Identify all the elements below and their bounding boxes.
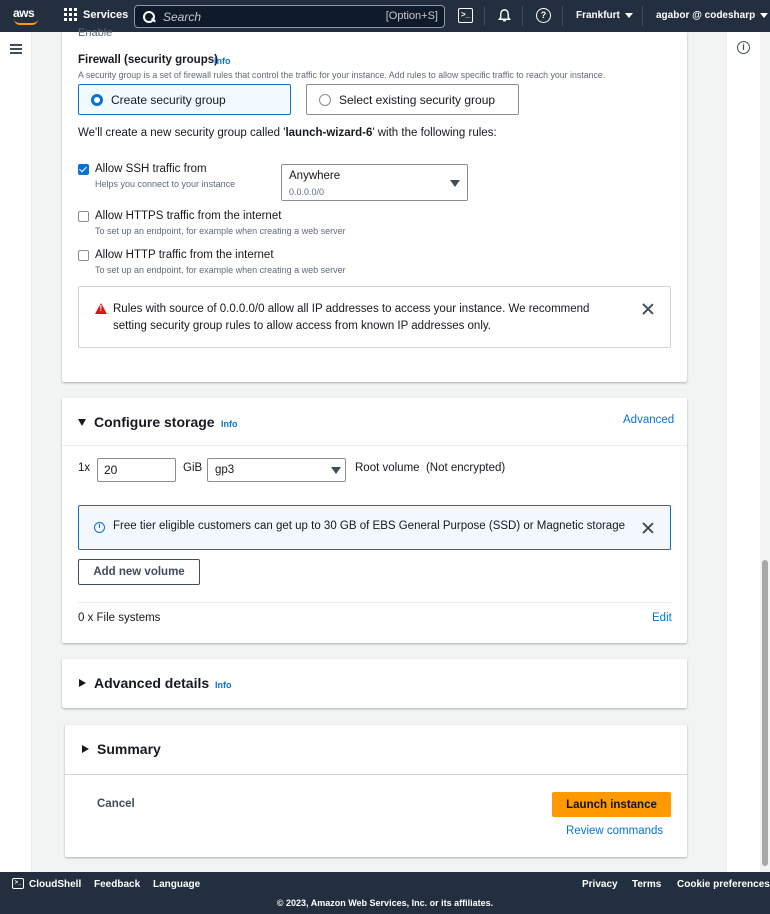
footer-language-link[interactable]: Language — [153, 879, 201, 890]
warning-icon — [95, 303, 107, 314]
scrollbar[interactable] — [760, 32, 770, 872]
edit-file-systems-link[interactable]: Edit — [652, 612, 672, 624]
http-checkbox[interactable] — [78, 250, 89, 261]
cloudshell-icon[interactable]: >_ — [458, 8, 473, 23]
add-new-volume-button[interactable]: Add new volume — [78, 559, 200, 585]
radio-selected[interactable] — [91, 94, 103, 106]
left-rail — [0, 32, 32, 872]
firewall-description: A security group is a set of firewall rules that control the traffic for your instance. Add rules to allow specific traffic to reach your instance. — [78, 70, 606, 80]
free-tier-text: Free tier eligible customers can get up to 30 GB of EBS General Purpose (SSD) or Magnetic storage — [113, 520, 625, 532]
notifications-icon[interactable] — [497, 8, 512, 23]
ssh-rule-desc: Helps you connect to your instance — [95, 179, 236, 189]
security-group-name: launch-wizard-6 — [285, 127, 373, 139]
ssh-rule-label: Allow SSH traffic from — [95, 163, 207, 175]
https-rule-label: Allow HTTPS traffic from the internet — [95, 210, 282, 222]
storage-title: Configure storage — [94, 414, 215, 430]
top-navigation — [0, 0, 770, 32]
grid-icon — [64, 8, 77, 21]
advanced-details-title[interactable]: Advanced details — [94, 675, 210, 691]
volume-description: Root volume (Not encrypted) — [355, 462, 506, 474]
summary-title[interactable]: Summary — [97, 741, 161, 757]
account-menu[interactable]: agabor @ codesharp — [656, 10, 768, 21]
review-commands-link[interactable]: Review commands — [566, 825, 664, 837]
launch-instance-button[interactable]: Launch instance — [552, 792, 671, 817]
close-icon[interactable] — [642, 522, 654, 534]
radio-unselected[interactable] — [319, 94, 331, 106]
ssh-source-select[interactable]: Anywhere 0.0.0.0/0 — [281, 164, 468, 201]
footer-terms-link[interactable]: Terms — [632, 879, 662, 890]
services-menu[interactable]: Services — [64, 8, 128, 21]
caret-down-icon — [450, 180, 460, 187]
advanced-link[interactable]: Advanced — [623, 414, 675, 426]
collapse-caret-icon[interactable] — [78, 419, 86, 426]
info-icon: i — [94, 522, 105, 533]
footer-cookie-preferences-link[interactable]: Cookie preferences — [677, 879, 770, 890]
footer-privacy-link[interactable]: Privacy — [582, 879, 618, 890]
http-rule-label: Allow HTTP traffic from the internet — [95, 249, 274, 261]
advanced-info-link[interactable]: Info — [215, 680, 232, 690]
free-tier-info-alert — [78, 505, 671, 550]
security-group-summary: We'll create a new security group called 'launch-wizard-6' with the following rules: — [78, 127, 497, 139]
volume-size-input[interactable]: 20 — [97, 458, 176, 482]
help-icon[interactable]: ? — [536, 8, 551, 23]
search-input[interactable] — [163, 10, 363, 24]
volume-size-unit: GiB — [183, 462, 203, 474]
search-shortcut: [Option+S] — [385, 10, 438, 22]
configure-storage-panel — [62, 398, 687, 643]
footer — [0, 872, 770, 914]
select-existing-group-option[interactable]: Select existing security group — [306, 84, 519, 115]
close-icon[interactable] — [642, 303, 654, 315]
prev-field-label: Enable — [78, 27, 113, 39]
search-box[interactable] — [134, 5, 445, 28]
storage-info-link[interactable]: Info — [221, 419, 238, 429]
menu-icon[interactable] — [10, 44, 22, 54]
network-settings-panel — [62, 27, 687, 382]
expand-caret-icon[interactable] — [82, 745, 89, 753]
file-systems-count: 0 x File systems — [78, 612, 161, 624]
https-checkbox[interactable] — [78, 211, 89, 222]
http-rule-desc: To set up an endpoint, for example when creating a web server — [95, 265, 346, 275]
right-rail — [726, 32, 760, 872]
copyright: © 2023, Amazon Web Services, Inc. or its affiliates. — [276, 898, 494, 908]
expand-caret-icon[interactable] — [79, 679, 86, 687]
cancel-button[interactable]: Cancel — [97, 798, 135, 810]
chevron-down-icon — [625, 13, 633, 18]
footer-cloudshell-link[interactable]: CloudShell — [29, 879, 82, 890]
search-icon — [143, 11, 155, 23]
caret-down-icon — [331, 467, 341, 474]
volume-type-select[interactable]: gp3 — [207, 458, 346, 482]
chevron-down-icon — [760, 13, 768, 18]
firewall-info-link[interactable]: Info — [214, 56, 231, 66]
open-access-warning — [78, 286, 671, 348]
scrollbar-thumb[interactable] — [762, 560, 768, 866]
warning-text: Rules with source of 0.0.0.0/0 allow all IP addresses to access your instance. We recommend setting security group rules to allow access from known IP addresses only. — [113, 303, 590, 332]
advanced-details-panel[interactable] — [62, 659, 687, 708]
https-rule-desc: To set up an endpoint, for example when creating a web server — [95, 226, 346, 236]
info-panel-icon[interactable]: i — [737, 41, 750, 54]
aws-logo[interactable]: aws — [13, 6, 39, 26]
summary-panel — [65, 725, 687, 857]
firewall-title: Firewall (security groups) — [78, 54, 218, 66]
volume-count: 1x — [78, 462, 91, 474]
region-selector[interactable]: Frankfurt — [576, 10, 633, 21]
footer-feedback-link[interactable]: Feedback — [94, 879, 141, 890]
cloudshell-icon[interactable]: >_ — [12, 878, 24, 889]
create-security-group-option[interactable]: Create security group — [78, 84, 291, 115]
ssh-checkbox[interactable] — [78, 164, 89, 175]
